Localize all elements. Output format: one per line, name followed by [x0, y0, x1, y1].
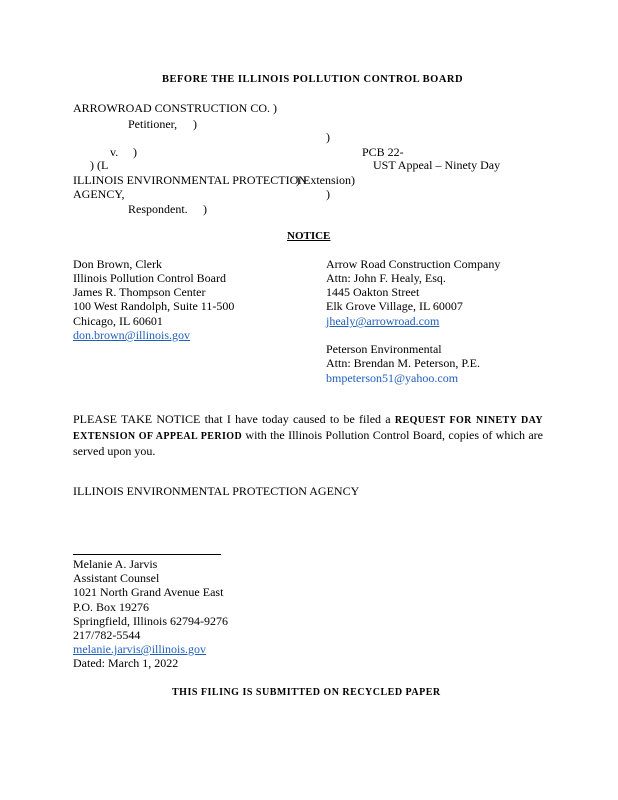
recycled-paper-footer: THIS FILING IS SUBMITTED ON RECYCLED PAPER — [172, 687, 441, 698]
signature-line — [73, 554, 221, 555]
recipient-email-link[interactable]: don.brown@illinois.gov — [73, 328, 191, 342]
recipient-company: Arrow Road Construction Company — [326, 257, 501, 271]
document-heading: BEFORE THE ILLINOIS POLLUTION CONTROL BOARD — [162, 74, 464, 85]
recipient-company: Peterson Environmental — [326, 342, 442, 356]
recipient-email-link[interactable]: bmpeterson51@yahoo.com — [326, 371, 459, 385]
extension-label: ) Extension) — [296, 173, 355, 187]
caption-paren: ) — [326, 187, 330, 201]
recipient-city: Elk Grove Village, IL 60007 — [326, 299, 463, 313]
signer-email-link[interactable]: melanie.jarvis@illinois.gov — [73, 642, 207, 656]
respondent-name: ILLINOIS ENVIRONMENTAL PROTECTION — [73, 173, 307, 187]
recipient-attn: Attn: John F. Healy, Esq. — [326, 271, 446, 285]
recipient-city: Chicago, IL 60601 — [73, 314, 163, 328]
recipient-address: 100 West Randolph, Suite 11-500 — [73, 299, 235, 313]
signer-phone: 217/782-5544 — [73, 628, 141, 642]
recipient-org: Illinois Pollution Control Board — [73, 271, 227, 285]
respondent-role: Respondent. — [128, 202, 188, 216]
versus-label: v. — [110, 145, 119, 159]
notice-body-part3: with the Illinois Pollution Control Board, copies of which are served upon you. — [73, 428, 543, 458]
petitioner-name: ARROWROAD CONSTRUCTION CO. ) — [73, 101, 278, 115]
notice-body-part1: PLEASE TAKE NOTICE that I have today caused to be filed a — [73, 412, 391, 426]
caption-paren: ) — [326, 130, 330, 144]
notice-body — [73, 412, 543, 458]
respondent-agency: AGENCY, — [73, 187, 125, 201]
caption-paren: ) — [203, 202, 207, 216]
recipient-attn: Attn: Brendan M. Peterson, P.E. — [326, 356, 480, 370]
signer-title: Assistant Counsel — [73, 571, 160, 585]
case-type: UST Appeal – Ninety Day — [373, 158, 501, 172]
signer-street: 1021 North Grand Avenue East — [73, 585, 224, 599]
signer-po-box: P.O. Box 19276 — [73, 600, 150, 614]
caption-paren: ) (L — [90, 158, 109, 172]
recipient-street: 1445 Oakton Street — [326, 285, 420, 299]
agency-name: ILLINOIS ENVIRONMENTAL PROTECTION AGENCY — [73, 484, 360, 498]
dated-line: Dated: March 1, 2022 — [73, 656, 179, 670]
case-number: PCB 22- — [362, 145, 404, 159]
signer-city: Springfield, Illinois 62794-9276 — [73, 614, 228, 628]
signer-name: Melanie A. Jarvis — [73, 557, 158, 571]
recipient-name: Don Brown, Clerk — [73, 257, 162, 271]
recipient-building: James R. Thompson Center — [73, 285, 206, 299]
caption-paren: ) — [193, 117, 197, 131]
notice-body-filing-title: REQUEST FOR NINETY DAY EXTENSION OF APPEAL PERIOD — [73, 415, 543, 442]
notice-title: NOTICE — [287, 230, 331, 242]
recipient-email-link[interactable]: jhealy@arrowroad.com — [326, 314, 440, 328]
caption-paren: ) — [133, 145, 137, 159]
petitioner-role: Petitioner, — [128, 117, 178, 131]
